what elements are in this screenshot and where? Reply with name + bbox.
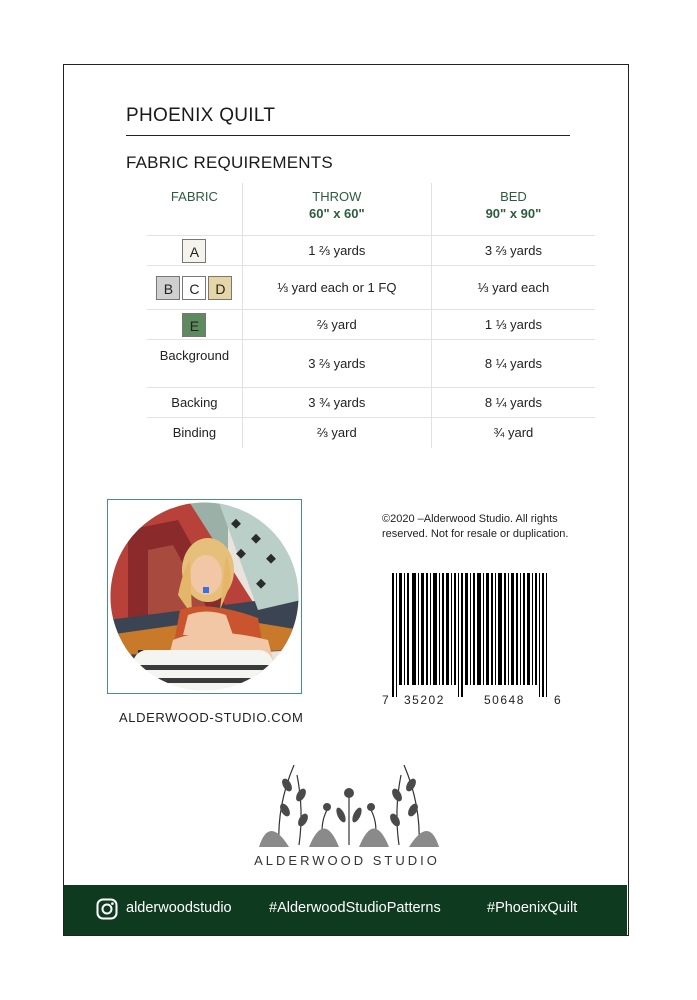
bed-amount: 8 ¼ yards	[431, 388, 595, 418]
barcode-first-digit: 7	[382, 693, 389, 707]
fabric-swatch: B	[156, 276, 180, 300]
table-row	[147, 266, 595, 310]
fabric-swatch: C	[182, 276, 206, 300]
throw-amount: 3 ⅔ yards	[242, 340, 431, 388]
barcode-last-digit: 6	[554, 693, 561, 707]
table-row	[147, 418, 595, 448]
bed-amount: 1 ⅓ yards	[431, 310, 595, 340]
fabric-name: Background	[159, 348, 230, 363]
header-fabric: FABRIC	[170, 189, 218, 204]
section-title: FABRIC REQUIREMENTS	[126, 153, 333, 172]
instagram-handle[interactable]: alderwoodstudio	[126, 900, 232, 916]
fabric-cell	[147, 266, 242, 310]
website-link[interactable]: ALDERWOOD-STUDIO.COM	[119, 710, 304, 725]
bed-amount: ¾ yard	[431, 418, 595, 448]
throw-amount: ⅔ yard	[242, 310, 431, 340]
bed-amount: 3 ⅔ yards	[431, 236, 595, 266]
fabric-cell	[147, 236, 242, 266]
instagram-icon[interactable]	[96, 898, 118, 920]
hashtag-phoenix-quilt[interactable]: #PhoenixQuilt	[487, 900, 578, 916]
bed-amount: ⅓ yard each	[431, 266, 595, 310]
throw-amount: 3 ¾ yards	[242, 388, 431, 418]
page-title: PHOENIX QUILT	[126, 105, 276, 126]
table-row	[147, 236, 595, 266]
fabric-cell	[147, 340, 242, 388]
fabric-cell	[147, 388, 242, 418]
designer-photo	[107, 499, 302, 694]
fabric-swatch: D	[208, 276, 232, 300]
hashtag-patterns[interactable]: #AlderwoodStudioPatterns	[269, 900, 441, 916]
fabric-requirements-table	[147, 183, 595, 448]
throw-amount: ⅓ yard each or 1 FQ	[242, 266, 431, 310]
fabric-cell	[147, 310, 242, 340]
footer-bar	[64, 885, 627, 935]
upc-barcode	[382, 570, 582, 715]
bed-amount: 8 ¼ yards	[431, 340, 595, 388]
fabric-swatch: A	[182, 239, 206, 263]
table-row	[147, 340, 595, 388]
fabric-swatch: E	[182, 313, 206, 337]
pattern-back-cover	[63, 64, 629, 936]
barcode-left-group: 35202	[404, 693, 445, 707]
header-throw: THROW 60" x 60"	[242, 183, 431, 236]
fabric-cell	[147, 418, 242, 448]
studio-name: ALDERWOOD STUDIO	[254, 853, 440, 868]
throw-amount: ⅔ yard	[242, 418, 431, 448]
fabric-name: Binding	[172, 425, 217, 441]
header-bed: BED 90" x 90"	[431, 183, 595, 236]
title-divider	[126, 135, 570, 136]
barcode-right-group: 50648	[484, 693, 525, 707]
alderwood-botanical-logo	[249, 755, 449, 855]
copyright-notice: ©2020 –Alderwood Studio. All rights reserved. Not for resale or duplication.	[382, 513, 569, 540]
fabric-name: Backing	[171, 395, 218, 410]
throw-amount: 1 ⅔ yards	[242, 236, 431, 266]
table-row	[147, 310, 595, 340]
table-row	[147, 388, 595, 418]
